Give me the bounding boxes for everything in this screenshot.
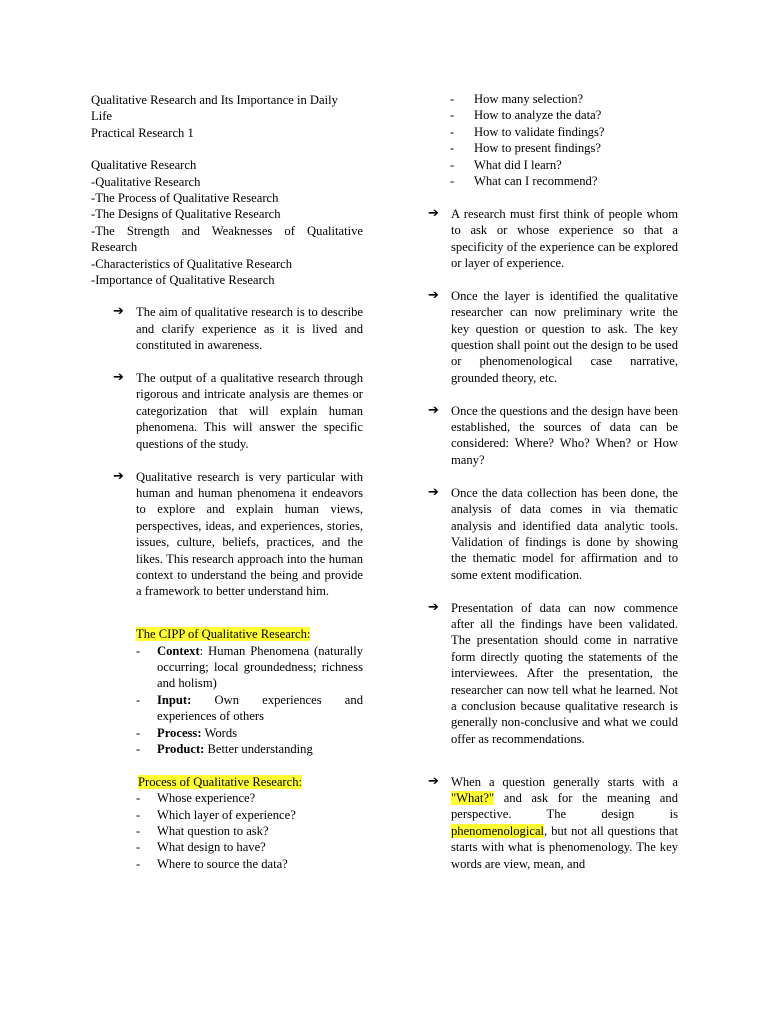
arrow-bullet-icon: ➔ xyxy=(428,402,439,418)
bullet-paragraph: ➔ Once the data collection has been done, the analysis of data comes in via thematic analysis and identified data analytic tools. Validation of findings is done by showing the thematic model for affirmation and to some extent modification. xyxy=(428,484,678,582)
bullet-paragraph: ➔ When a question generally starts with a "What?" and ask for the meaning and perspective. The design is phenomenological, but not all questions that starts with what is phenomenology. The key words are view, mean, and xyxy=(428,773,678,871)
title-line: Life xyxy=(91,109,112,124)
process-list-continued xyxy=(450,91,678,189)
highlighted-term: "What?" xyxy=(451,790,495,805)
arrow-bullet-icon: ➔ xyxy=(428,599,439,615)
bullet-paragraph: ➔ Qualitative research is very particular with human and human phenomena it endeavors to explore and explain human views, perspectives, ideas, and experiences, stories, issues, culture, beliefs, practices, and the likes. This research approach into the human context to understand the being and provide a framework to better understand him. xyxy=(113,468,363,599)
cipp-section xyxy=(91,626,363,757)
arrow-bullet-icon: ➔ xyxy=(428,773,439,789)
cipp-heading: The CIPP of Qualitative Research: xyxy=(136,627,311,642)
outline-item: -Importance of Qualitative Research xyxy=(91,273,275,288)
bullet-paragraph: ➔ Once the layer is identified the qualitative researcher can now preliminary write the key question or question to ask. The key question shall point out the design to be used or phenomenological case narrative, grounded theory, etc. xyxy=(428,287,678,385)
left-column xyxy=(91,92,363,872)
cipp-item: - Input: Own experiences and experiences of others xyxy=(136,692,363,724)
outline-heading: Qualitative Research xyxy=(91,158,197,173)
bullet-paragraph: ➔ A research must first think of people whom to ask or whose experience so that a specificity of the experience can be explored or layer of experience. xyxy=(428,205,678,271)
process-item: - Where to source the data? xyxy=(136,856,288,871)
process-section xyxy=(91,774,363,872)
process-item: - What design to have? xyxy=(136,840,266,855)
bullet-paragraph: ➔ Once the questions and the design have been established, the sources of data can be considered: Where? Who? When? or How many? xyxy=(428,402,678,467)
outline-list xyxy=(91,174,363,289)
process-item: - How many selection? xyxy=(450,92,584,106)
doc-title xyxy=(91,92,363,125)
cipp-item: - Context: Human Phenomena (naturally occurring; local groundedness; richness and holism) xyxy=(136,643,363,691)
bullet-paragraph: ➔ The aim of qualitative research is to describe and clarify experience as it is lived and constituted in awareness. xyxy=(113,304,363,353)
bullet-paragraph: ➔ Presentation of data can now commence after all the findings have been validated. The presentation should come in narrative form directly quoting the statements of the interviewees. After the presentation, the researcher can now tell what he learned. Not a conclusion because qualitative research is generally non-conclusive and what we could offer as recommendations. xyxy=(428,599,678,746)
arrow-bullet-icon: ➔ xyxy=(113,370,124,386)
arrow-bullet-icon: ➔ xyxy=(428,205,439,221)
process-item: - Which layer of experience? xyxy=(136,807,296,822)
process-item: - How to validate findings? xyxy=(450,124,605,139)
arrow-bullet-icon: ➔ xyxy=(428,287,439,303)
process-heading: Process of Qualitative Research: xyxy=(138,774,303,789)
process-item: - Whose experience? xyxy=(136,791,256,806)
doc-subtitle: Practical Research 1 xyxy=(91,125,194,140)
title-line: Qualitative Research and Its Importance in Daily xyxy=(91,93,338,107)
bullet-paragraph: ➔ The output of a qualitative research through rigorous and intricate analysis are themes or categorization that will explain human phenomena. This will answer the specific questions of the study. xyxy=(113,370,363,451)
arrow-bullet-icon: ➔ xyxy=(113,468,124,484)
outline-item: -The Designs of Qualitative Research xyxy=(91,207,281,222)
process-item: - How to present findings? xyxy=(450,141,601,156)
highlighted-term: phenomenological xyxy=(451,823,545,838)
process-item: - What did I learn? xyxy=(450,157,562,172)
arrow-bullet-icon: ➔ xyxy=(113,304,124,320)
arrow-bullet-icon: ➔ xyxy=(428,484,439,500)
outline-item: -Qualitative Research xyxy=(91,174,201,189)
process-item: - What can I recommend? xyxy=(450,174,598,189)
outline-item: -The Strength and Weaknesses of Qualitative Research xyxy=(91,223,363,255)
outline-item: -The Process of Qualitative Research xyxy=(91,191,279,206)
process-item: - How to analyze the data? xyxy=(450,108,602,123)
right-column xyxy=(428,91,678,872)
cipp-item: - Product: Better understanding xyxy=(136,741,313,756)
outline-item: -Characteristics of Qualitative Research xyxy=(91,256,293,271)
process-item: - What question to ask? xyxy=(136,824,269,838)
cipp-item: - Process: Words xyxy=(136,725,238,740)
